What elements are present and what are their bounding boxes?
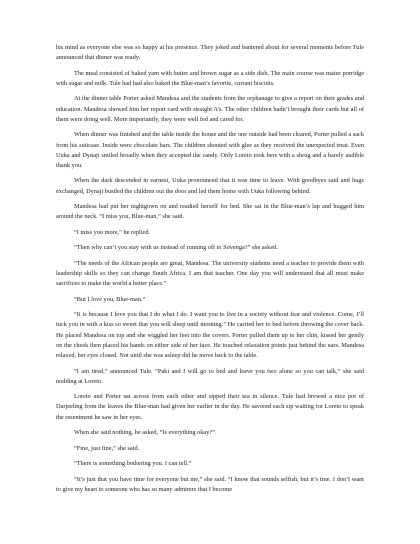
paragraph: When she said nothing, he asked, “Is everything okay?” xyxy=(74,429,215,437)
document-page xyxy=(56,43,364,500)
paragraph: “There is something bothering you. I can tell.” xyxy=(74,460,192,468)
paragraph: The meal consisted of baked yam with butter and brown sugar as a side dish. The main course was maize porridge with sugar and milk. Tule had had also baked the Blue-man’s favorite, currant biscuits. xyxy=(56,69,364,87)
paragraph: “It is because I love you that I do what I do. I want you to live in a society without fear and violence. Come, I’ll tuck you in with a kiss so sweet that you will sleep until morning.” He carried her to bed before throwing the cover back. He placed Mandesa on top and she wiggled her feet into the covers. Porter pulled them up to her chin, kissed her gently on the cheek then placed his hands on either side of her face. He touched relaxation points just behind the ears. Mandesa relaxed, her eyes closed. Not until she was asleep did he move back to the table. xyxy=(56,311,364,360)
paragraph: At the dinner table Porter asked Mandesa and the students from the orphanage to give a report on their grades and education. Mandesa showed him her report card with straight A’s. The other children hadn’t brought their cards but all of them were doing well. More importantly, they were well fed and cared for. xyxy=(56,95,364,123)
paragraph: “It’s just that you have time for everyone but me,” she said. “I know that sounds selfish, but it’s true. I don’t want to give my heart to someone who has so many admirers that I become xyxy=(56,475,364,493)
paragraph: “Then why can’t you stay with us instead of running off to Sovenga?” she asked. xyxy=(74,244,278,252)
paragraph: “I am tired,” announced Tule. “Paki and I will go to bed and leave you two alone so you can talk,” she said nodding at Loreto. xyxy=(56,367,364,385)
paragraph: “Fine, just fine,” she said. xyxy=(74,444,140,452)
paragraph: When dinner was finished and the table inside the house and the one outside had been cleared, Porter pulled a sack from his suitcase. Inside were chocolate bars. The children shouted with glee as they received the unexpected treat. Even Uuka and Dynaji smiled broadly when they accepted the candy. Only Loreto took hers with a shrug and a barely audible thank you. xyxy=(56,131,364,169)
paragraph: “But I love you, Blue-man.” xyxy=(74,295,146,303)
paragraph: Loreto and Porter sat across from each other and sipped their tea in silence. Tule had brewed a nice pot of Darjeeling from the leaves the Blue-man had given her earlier in the day. He savored each sip waiting for Loreto to speak the resentment he saw in her eyes. xyxy=(56,393,364,421)
paragraph: Mandesa had put her nightgown on and readied herself for bed. She sat in the Blue-man’s lap and hugged him around the neck. “I miss you, Blue-man,” she said. xyxy=(56,203,364,221)
paragraph: When the dark descended in earnest, Uuka pronounced that it was time to leave. With goodbyes said and hugs exchanged, Dynaji bustled the children out the door and led them home with Uuka following behind. xyxy=(56,177,364,195)
paragraph: “I miss you more,” he replied. xyxy=(74,228,151,236)
paragraph: his mind as everyone else was so happy at his presence. They joked and bantered about for several moments before Tule announced that dinner was ready. xyxy=(56,44,364,62)
paragraph: “The needs of the African people are great, Mandesa. The university students need a teacher to provide them with leadership skills so they can change South Africa. I am that teacher. One day you will understand that all must make sacrifices to make the world a better place.” xyxy=(56,259,364,288)
